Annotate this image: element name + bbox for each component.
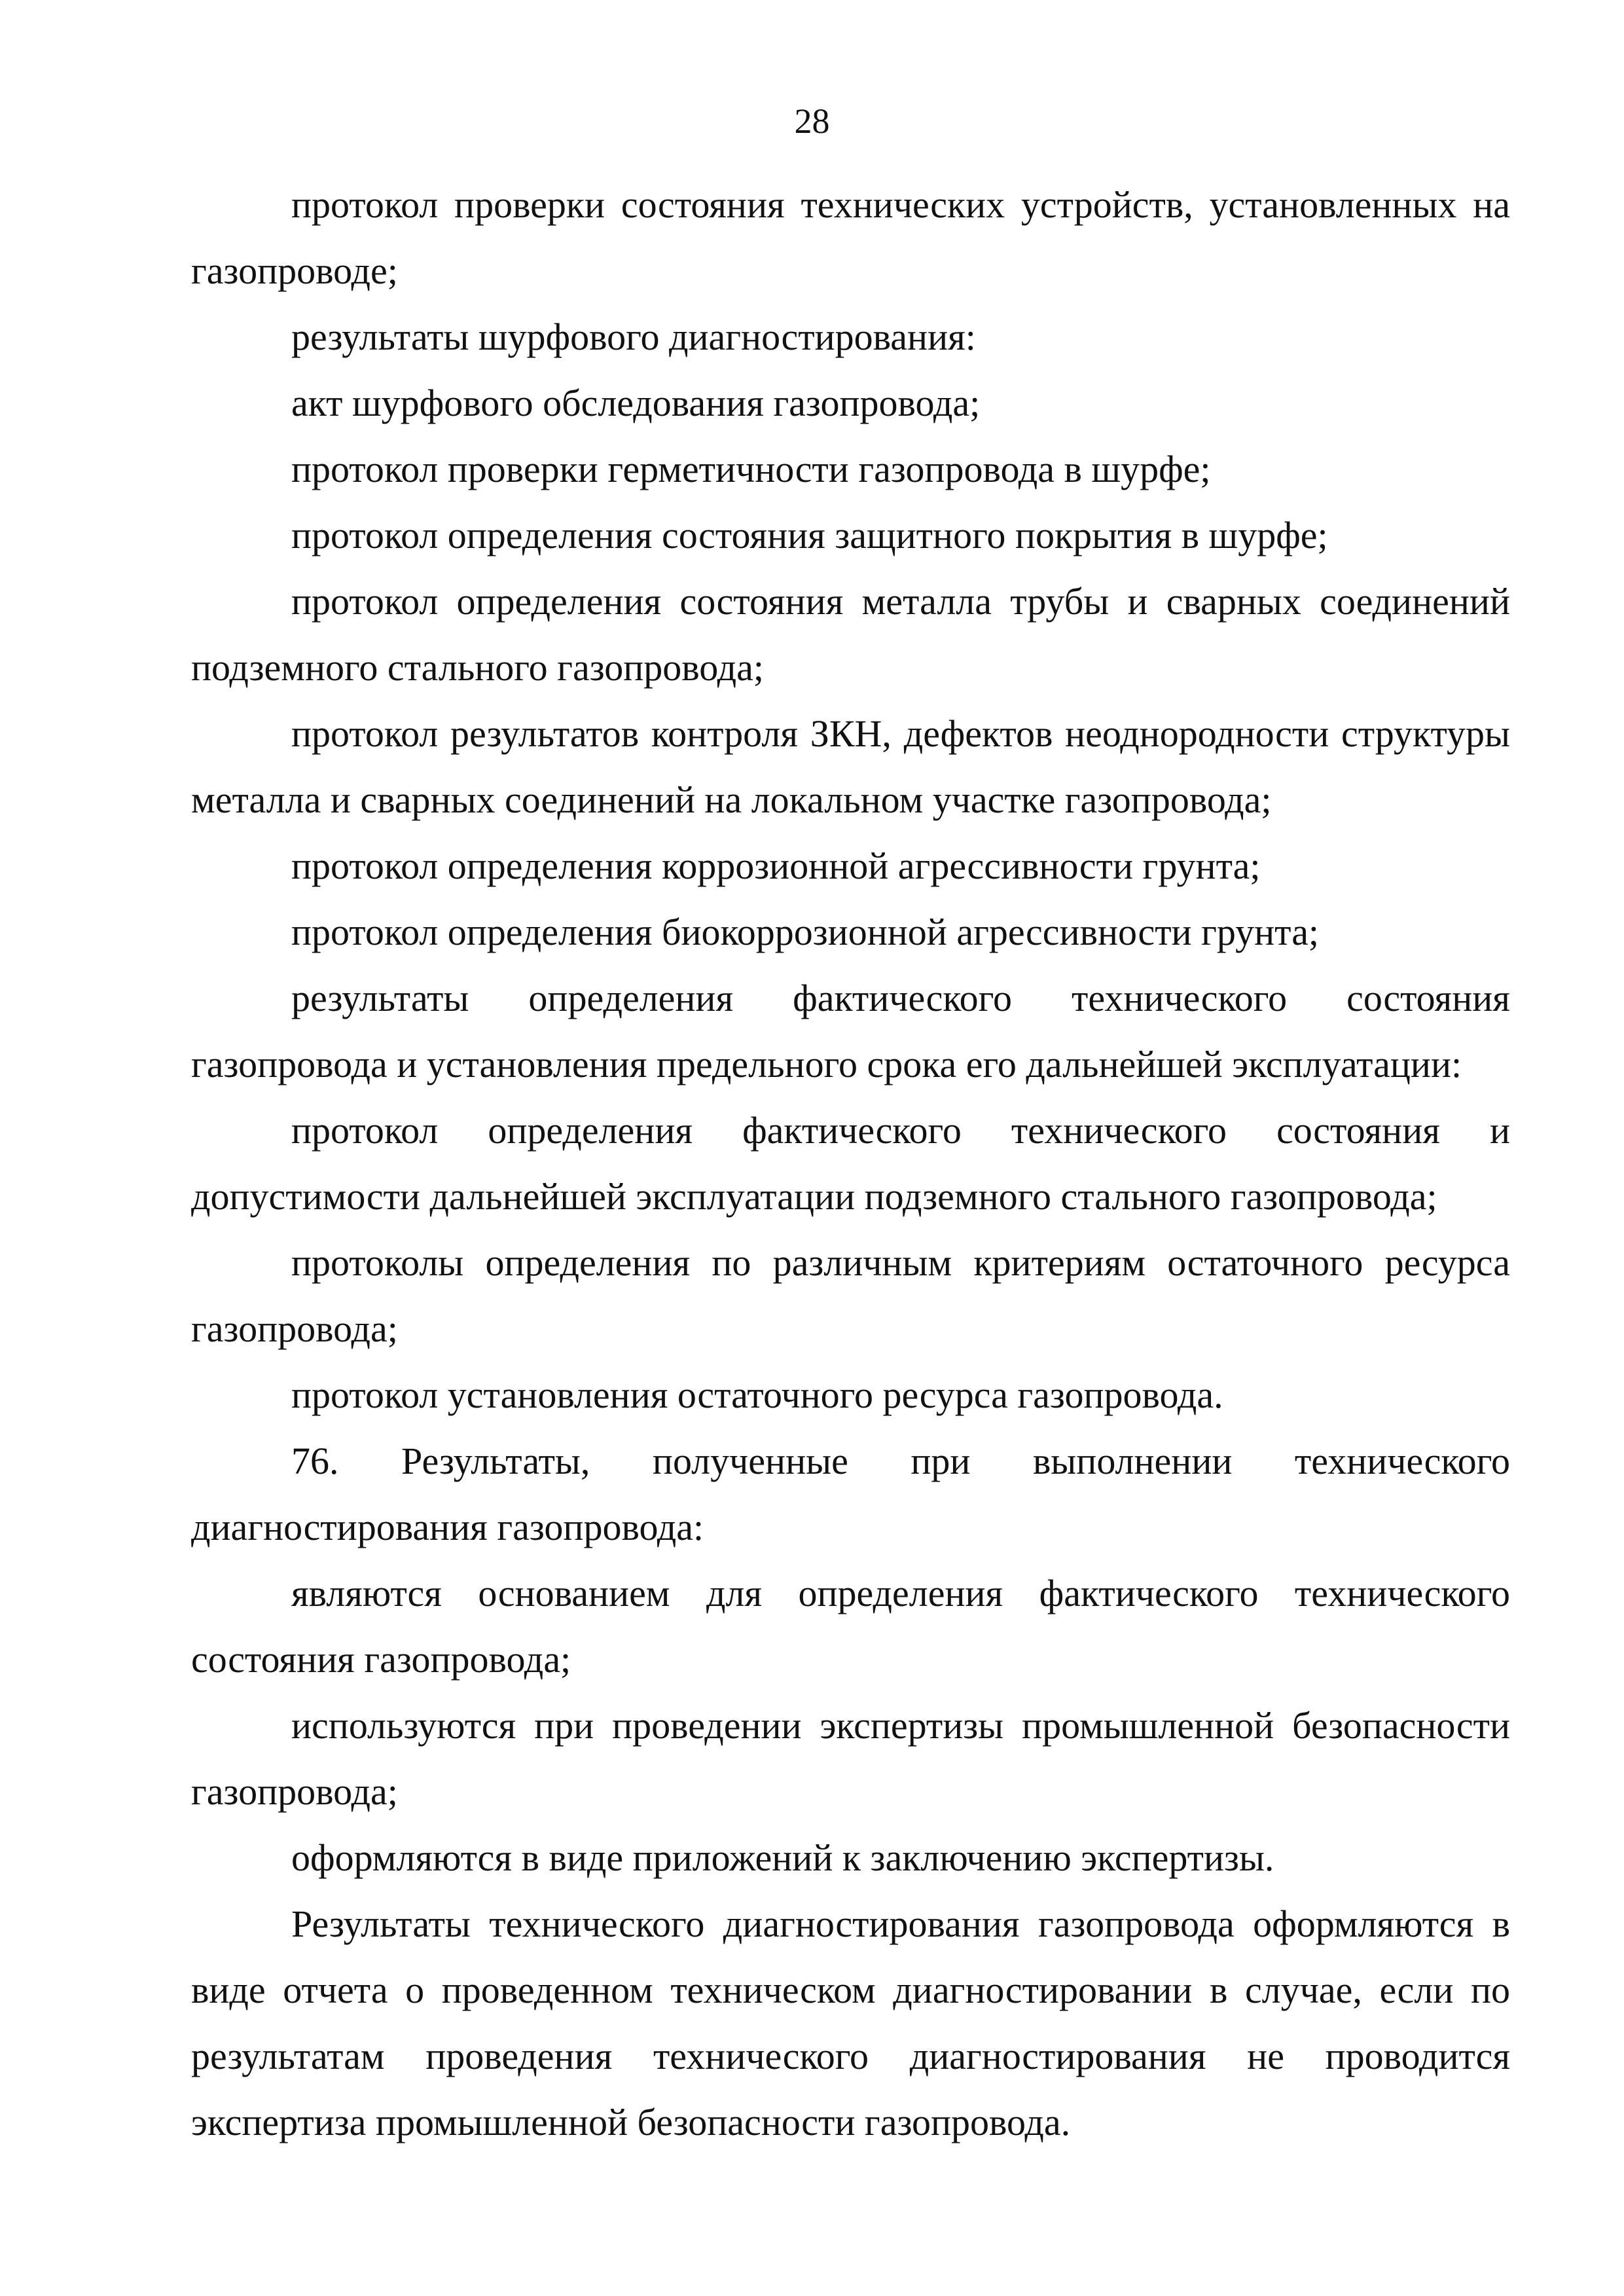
paragraph-6: протокол определения состояния металла трубы и сварных соединений подземного стального газопровода; — [191, 580, 1510, 689]
paragraph-13: протокол установления остаточного ресурса газопровода. — [291, 1374, 1223, 1416]
paragraph-14: 76. Результаты, полученные при выполнении технического диагностирования газопровода: — [191, 1440, 1510, 1548]
paragraph-10: результаты определения фактического технического состояния газопровода и установления предельного срока его дальнейшей эксплуатации: — [191, 977, 1510, 1085]
paragraph-1: протокол проверки состояния технических устройств, установленных на газопроводе; — [191, 183, 1510, 292]
paragraph-18: Результаты технического диагностирования газопровода оформляются в виде отчета о проведенном техническом диагностировании в случае, если по результатам проведения технического диагностирования не проводится экспертиза промышленной безопасности газопровода. — [191, 1903, 1510, 2143]
paragraph-5: протокол определения состояния защитного покрытия в шурфе; — [291, 514, 1328, 556]
paragraph-12: протоколы определения по различным критериям остаточного ресурса газопровода; — [191, 1241, 1510, 1350]
paragraph-15: являются основанием для определения фактического технического состояния газопровода; — [191, 1572, 1510, 1681]
document-body — [191, 172, 1510, 2155]
paragraph-17: оформляются в виде приложений к заключению экспертизы. — [291, 1836, 1274, 1879]
paragraph-7: протокол результатов контроля ЗКН, дефектов неоднородности структуры металла и сварных соединений на локальном участке газопровода; — [191, 712, 1510, 821]
paragraph-3: акт шурфового обследования газопровода; — [291, 382, 981, 424]
page-number: 28 — [794, 101, 830, 141]
paragraph-9: протокол определения биокоррозионной агрессивности грунта; — [291, 911, 1320, 953]
paragraph-16: используются при проведении экспертизы промышленной безопасности газопровода; — [191, 1704, 1510, 1813]
paragraph-2: результаты шурфового диагностирования: — [291, 316, 976, 358]
paragraph-8: протокол определения коррозионной агрессивности грунта; — [291, 845, 1261, 887]
paragraph-4: протокол проверки герметичности газопровода в шурфе; — [291, 448, 1211, 490]
paragraph-11: протокол определения фактического технического состояния и допустимости дальнейшей эксплуатации подземного стального газопровода; — [191, 1109, 1510, 1218]
